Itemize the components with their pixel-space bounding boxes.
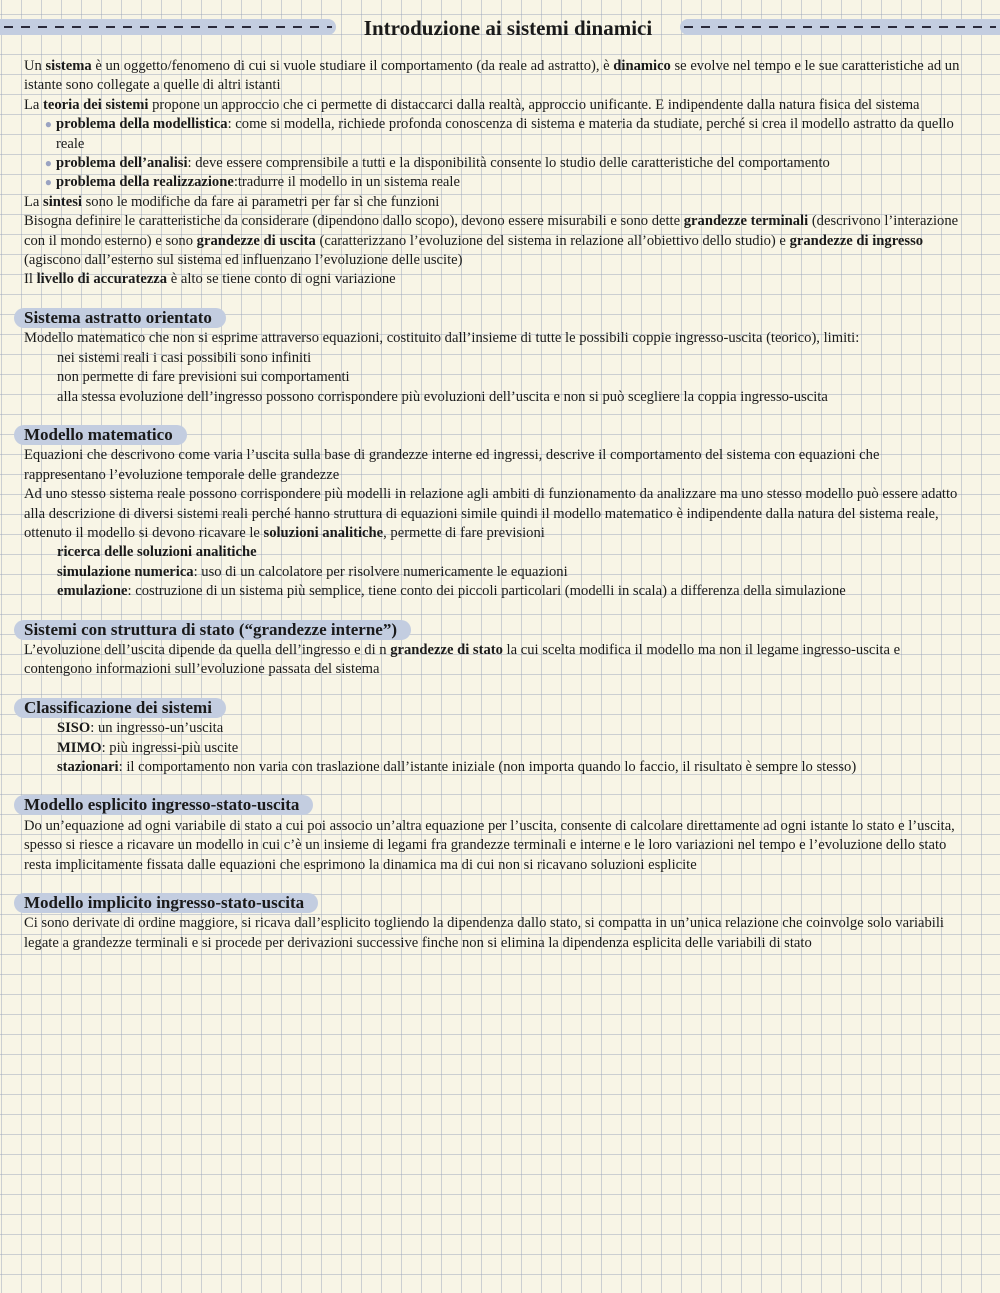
title-bar — [0, 15, 1000, 41]
intro-paragraph-1: Un sistema è un oggetto/fenomeno di cui si vuole studiare il comportamento (da reale ad astratto), è dinamico se evolve nel tempo e le sue caratteristiche ad un istante sono collegate a quelle di altri istanti — [24, 58, 960, 94]
section-paragraph: Modello matematico che non si esprime attraverso equazioni, costituito dall’insieme di tutte le possibili coppie ingresso-uscita (teorico), limiti: — [24, 330, 860, 347]
section-heading: Classificazione dei sistemi — [14, 698, 226, 718]
title-left-dashes — [0, 19, 336, 35]
bullet-dot-icon: ● — [44, 117, 52, 132]
intro-paragraph-3: La sintesi sono le modifiche da fare ai parametri per far sì che funzioni — [24, 193, 440, 210]
section-paragraph: L’evoluzione dell’uscita dipende da quella dell’ingresso e di n grandezze di stato la cui scelta modifica il modello ma non il legame ingresso-uscita e contengono informazioni sull’evoluzione passata del sistema — [24, 641, 901, 678]
bullet-item: ● problema della modellistica: come si modella, richiede profonda conoscenza di sistema e materia da studiate, perché si crea il modello astratto da quello reale — [24, 115, 964, 154]
section-heading: Modello implicito ingresso-stato-uscita — [14, 893, 318, 913]
section-heading: Modello matematico — [14, 425, 187, 445]
list-item: MIMO: più ingressi-più uscite — [57, 739, 239, 756]
title-right-dashes — [680, 19, 1000, 35]
intro-paragraph-5: Il livello di accuratezza è alto se tiene conto di ogni variazione — [24, 271, 396, 288]
section-paragraph: Equazioni che descrivono come varia l’uscita sulla base di grandezze interne ed ingressi, descrive il comportamento del sistema con equazioni che rappresentano l’evoluzione temporale delle grandezze — [24, 447, 880, 483]
section-heading: Modello esplicito ingresso-stato-uscita — [14, 795, 313, 815]
intro-paragraph-4: Bisogna definire le caratteristiche da considerare (dipendono dallo scopo), devono essere misurabili e sono dette grandezze terminali (descrivono l’interazione con il mondo esterno) e sono grandezze di uscita (caratterizzano l’evoluzione del sistema in relazione all’obiettivo dello studio) e grandezze di ingresso (agiscono dall’esterno sul sistema ed influenzano l’evoluzione delle uscite) — [24, 213, 959, 269]
bullet-item: ● problema della realizzazione:tradurre il modello in un sistema reale — [24, 173, 964, 192]
page-title: Introduzione ai sistemi dinamici — [363, 16, 653, 40]
list-item: non permette di fare previsioni sui comportamenti — [57, 369, 350, 386]
section-paragraph: Ad uno stesso sistema reale possono corrispondere più modelli in relazione agli ambiti di funzionamento da analizzare ma uno stesso modello può essere adatto alla descrizione di diversi sistemi reali perché hanno struttura di equazioni simile quindi il modello matematico è indipendente dalla natura del sistema reale, ottenuto il modello si devono ricavare le soluzioni analitiche, permette di fare previsioni — [24, 486, 958, 541]
section-paragraph: Ci sono derivate di ordine maggiore, si ricava dall’esplicito togliendo la dipendenza dallo stato, si compatta in un’unica relazione che coinvolge solo variabili legate a grandezze terminali e si procede per derivazioni successive finche non si elimina la dipendenza esplicita delle variabili di stato — [24, 915, 944, 951]
bullet-dot-icon: ● — [44, 156, 52, 171]
bullet-dot-icon: ● — [44, 175, 52, 190]
list-item: ricerca delle soluzioni analitiche — [57, 544, 257, 561]
section-heading: Sistemi con struttura di stato (“grandezze interne”) — [14, 620, 411, 640]
list-item: stazionari: il comportamento non varia con traslazione dall’istante iniziale (non importa quando lo faccio, il risultato è sempre lo stesso) — [57, 759, 857, 775]
bullet-item: ● problema dell’analisi: deve essere comprensibile a tutti e la disponibilità consente lo studio delle caratteristiche del comportamento — [24, 154, 964, 173]
list-item: alla stessa evoluzione dell’ingresso possono corrispondere più evoluzioni dell’uscita e non si può scegliere la coppia ingresso-uscita — [57, 388, 828, 405]
section-paragraph: Do un’equazione ad ogni variabile di stato a cui poi associo un’altra equazione per l’uscita, consente di calcolare direttamente ad ogni istante lo stato e l’uscita, spesso si riesce a ricavare un modello in cui c’è un insieme di legami fra grandezze terminali e interne e le loro variazioni nel tempo e l’evoluzione dello stato resta implicitamente fissata dalle equazioni che esprimono la dinamica ma di cui non si ricavano soluzioni esplicite — [24, 817, 955, 873]
list-item: SISO: un ingresso-un’uscita — [57, 720, 224, 737]
list-item: emulazione: costruzione di un sistema più semplice, tiene conto dei piccoli particolari (modelli in scala) a differenza della simulazione — [57, 583, 846, 600]
list-item: simulazione numerica: uso di un calcolatore per risolvere numericamente le equazioni — [57, 563, 568, 580]
section-heading: Sistema astratto orientato — [14, 308, 226, 328]
intro-paragraph-2: La teoria dei sistemi propone un approccio che ci permette di distaccarci dalla realtà, approccio unificante. E indipendente dalla natura fisica del sistema — [24, 96, 920, 113]
document-body — [24, 57, 964, 953]
list-item: nei sistemi reali i casi possibili sono infiniti — [57, 349, 312, 366]
